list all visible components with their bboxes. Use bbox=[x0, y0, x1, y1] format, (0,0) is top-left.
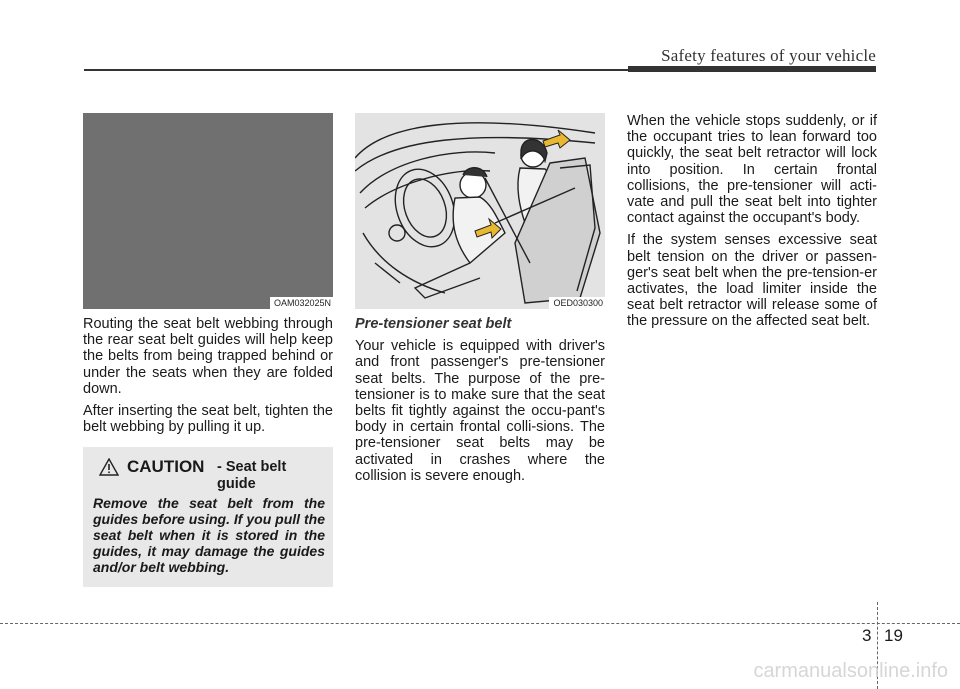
car-interior-illustration bbox=[355, 113, 605, 309]
paragraph: After inserting the seat belt, tighten the belt webbing by pulling it up. bbox=[83, 403, 333, 436]
caution-title: CAUTION bbox=[127, 457, 205, 476]
column-1 bbox=[83, 316, 333, 441]
caution-subject: - Seat belt guide bbox=[217, 459, 287, 492]
column-3 bbox=[627, 113, 877, 336]
caution-box bbox=[83, 447, 333, 587]
warning-triangle-icon bbox=[99, 458, 119, 476]
section-heading: Pre-tensioner seat belt bbox=[355, 316, 512, 332]
section-number: 3 bbox=[862, 626, 872, 645]
seat-belt-guide-figure bbox=[83, 113, 333, 309]
watermark: carmanualsonline.info bbox=[753, 660, 948, 682]
paragraph: Routing the seat belt webbing through the rear seat belt guides will help keep the belts from being trapped behind or under the seats when they are folded down. bbox=[83, 316, 333, 397]
column-2 bbox=[355, 316, 605, 490]
footer-rule bbox=[0, 623, 960, 624]
paragraph: If the system senses excessive seat belt tension on the driver or passen-ger's seat belt when the pre-tension-er activates, the load limiter inside the seat belt retractor will release some of the pressure on the affected seat belt. bbox=[627, 232, 877, 330]
page-number: 19 bbox=[884, 626, 903, 645]
caution-text: Remove the seat belt from the guides before using. If you pull the seat belt when it is stored in the guides, it may damage the guides and/or belt webbing. bbox=[93, 495, 325, 575]
page-header-title: Safety features of your vehicle bbox=[661, 46, 876, 65]
figure-label: OAM032025N bbox=[270, 297, 333, 309]
paragraph: When the vehicle stops suddenly, or if the occupant tries to lean forward too quickly, the seat belt retractor will lock into position. In certain frontal collisions, the pre-tensioner will acti-vate and pull the seat belt into tighter contact against the occupant's body. bbox=[627, 113, 877, 227]
pretensioner-figure bbox=[355, 113, 605, 309]
paragraph: Your vehicle is equipped with driver's and front passenger's pre-tensioner seat belts. The purpose of the pre-tensioner is to make sure that the seat belts fit tightly against the occu-pant's body in certain frontal colli-sions. The pre-tensioner seat belts may be activated in crashes where the collision is severe enough. bbox=[355, 338, 605, 484]
figure-label: OED030300 bbox=[549, 297, 605, 309]
header-tab bbox=[628, 66, 876, 72]
